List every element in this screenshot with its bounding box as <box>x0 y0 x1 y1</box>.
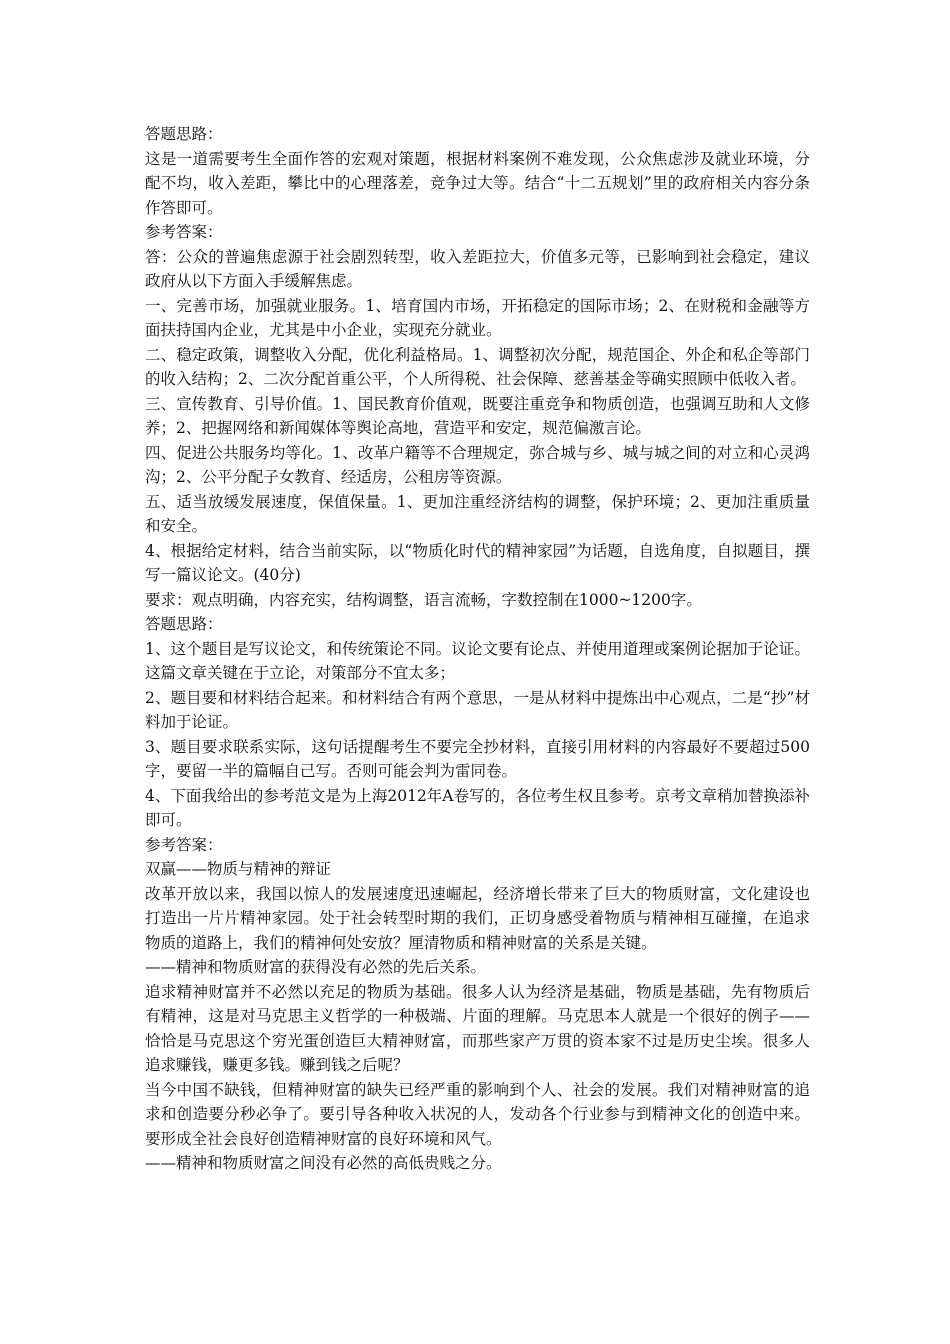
essay-title: 双赢——物质与精神的辩证 <box>145 860 332 878</box>
question-4: 4、根据给定材料，结合当前实际，以“物质化时代的精神家园”为话题，自选角度，自拟题目，撰写一篇议论文。(40分) <box>145 541 810 584</box>
paragraph: 答：公众的普遍焦虑源于社会剧烈转型，收入差距拉大，价值多元等，已影响到社会稳定，建议政府从以下方面入手缓解焦虑。 <box>145 247 810 290</box>
list-item: 三、宣传教育、引导价值。1、国民教育价值观，既要注重竞争和物质创造，也强调互助和人文修养；2、把握网络和新闻媒体等舆论高地，营造平和安定，规范偏激言论。 <box>145 394 810 437</box>
document-body <box>145 122 810 1176</box>
list-item: 四、促进公共服务均等化。1、改革户籍等不合理规定，弥合城与乡、城与城之间的对立和心灵鸿沟；2、公平分配子女教育、经适房，公租房等资源。 <box>145 443 810 486</box>
heading-reference-answer: 参考答案： <box>145 223 223 241</box>
list-item: 五、适当放缓发展速度，保值保量。1、更加注重经济结构的调整，保护环境；2、更加注重质量和安全。 <box>145 492 810 535</box>
list-item: 4、下面我给出的参考范文是为上海2012年A卷写的，各位考生权且参考。京考文章稍加替换添补即可。 <box>145 786 811 829</box>
paragraph: 当今中国不缺钱，但精神财富的缺失已经严重的影响到个人、社会的发展。我们对精神财富的追求和创造要分秒必争了。要引导各种收入状况的人，发动各个行业参与到精神文化的创造中来。要形成全社会良好创造精神财富的良好环境和风气。 <box>145 1080 810 1148</box>
paragraph: 这是一道需要考生全面作答的宏观对策题，根据材料案例不难发现，公众焦虑涉及就业环境，分配不均，收入差距，攀比中的心理落差，竞争过大等。结合“十二五规划”里的政府相关内容分条作答即可。 <box>145 149 810 217</box>
list-item: 一、完善市场，加强就业服务。1、培育国内市场，开拓稳定的国际市场；2、在财税和金融等方面扶持国内企业，尤其是中小企业，实现充分就业。 <box>145 296 810 339</box>
paragraph: 改革开放以来，我国以惊人的发展速度迅速崛起，经济增长带来了巨大的物质财富，文化建设也打造出一片片精神家园。处于社会转型时期的我们，正切身感受着物质与精神相互碰撞，在追求物质的道路上，我们的精神何处安放？厘清物质和精神财富的关系是关键。 <box>145 884 810 952</box>
essay-subheading: ——精神和物质财富的获得没有必然的先后关系。 <box>145 958 487 976</box>
paragraph: 追求精神财富并不必然以充足的物质为基础。很多人认为经济是基础，物质是基础，先有物质后有精神，这是对马克思主义哲学的一种极端、片面的理解。马克思本人就是一个很好的例子——恰恰是马克思这个穷光蛋创造巨大精神财富，而那些家产万贯的资本家不过是历史尘埃。很多人追求赚钱，赚更多钱。赚到钱之后呢？ <box>145 982 810 1074</box>
list-item: 二、稳定政策，调整收入分配，优化利益格局。1、调整初次分配，规范国企、外企和私企等部门的收入结构；2、二次分配首重公平，个人所得税、社会保障、慈善基金等确实照顾中低收入者。 <box>145 345 810 388</box>
list-item: 3、题目要求联系实际，这句话提醒考生不要完全抄材料，直接引用材料的内容最好不要超过500字，要留一半的篇幅自己写。否则可能会判为雷同卷。 <box>145 737 810 780</box>
requirements: 要求：观点明确，内容充实，结构调整，语言流畅，字数控制在1000~1200字。 <box>145 590 702 609</box>
heading-reference-answer: 参考答案： <box>145 835 223 854</box>
list-item: 1、这个题目是写议论文，和传统策论不同。议论文要有论点、并使用道理或案例论据加于论证。这篇文章关键在于立论，对策部分不宜太多； <box>145 639 810 682</box>
heading-answer-approach: 答题思路： <box>145 125 223 143</box>
essay-subheading: ——精神和物质财富之间没有必然的高低贵贱之分。 <box>145 1154 502 1172</box>
heading-answer-approach: 答题思路： <box>145 615 223 633</box>
list-item: 2、题目要和材料结合起来。和材料结合有两个意思，一是从材料中提炼出中心观点，二是“抄”材料加于论证。 <box>145 688 810 731</box>
